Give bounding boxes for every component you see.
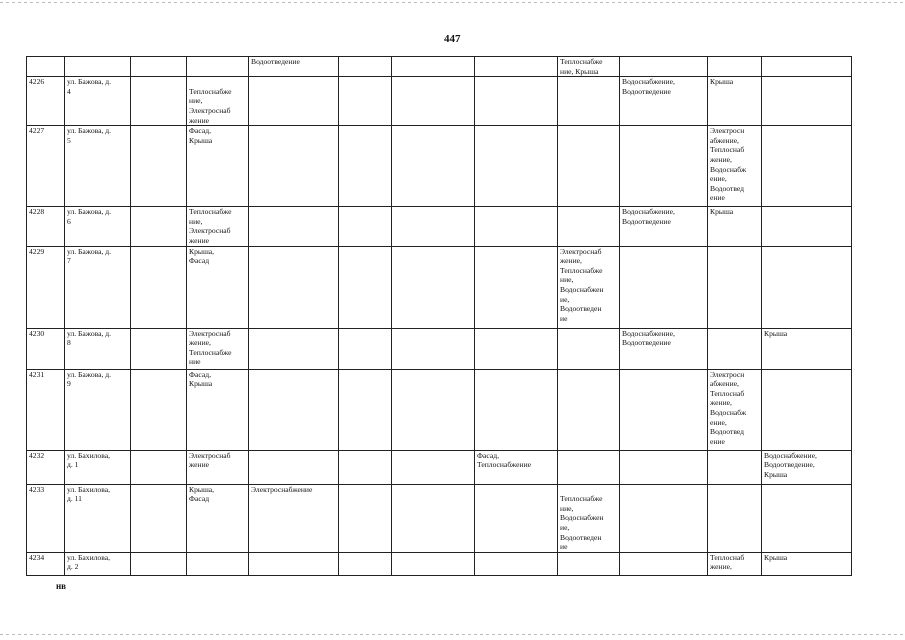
col-6-cell [475,484,558,552]
row-number: 4232 [27,450,65,484]
table-row [27,207,852,246]
col-10-cell [762,207,852,246]
col-10-cell [762,484,852,552]
col-8-cell [620,450,708,484]
col-10-cell: Водоснабжение, Водоотведение, Крыша [762,450,852,484]
col-10-cell [762,57,852,77]
table-row [27,450,852,484]
col-6-cell [475,207,558,246]
col-5-cell [392,552,475,575]
col-10-cell: Крыша [762,552,852,575]
col-10-cell [762,369,852,450]
col-6-cell [475,552,558,575]
col-1-cell [131,450,187,484]
table-row [27,552,852,575]
col-4-cell [339,328,392,369]
col-3-cell [249,328,339,369]
col-7-cell [558,207,620,246]
col-6-cell [475,246,558,328]
col-4-cell [339,207,392,246]
col-8-cell [620,246,708,328]
col-2-cell [187,552,249,575]
address-cell: ул. Бажова, д. 9 [65,369,131,450]
col-9-cell: Крыша [708,207,762,246]
address-cell: ул. Бахилова, д. 1 [65,450,131,484]
col-9-cell [708,450,762,484]
col-1-cell [131,246,187,328]
col-7-cell: Электроснаб жение, Теплоснабже ние, Водоснабжен ие, Водоотведен ие [558,246,620,328]
scan-edge-bottom [0,634,905,635]
address-cell: ул. Бажова, д. 6 [65,207,131,246]
row-number: 4233 [27,484,65,552]
address-cell [65,57,131,77]
col-9-cell: Теплоснаб жение, [708,552,762,575]
col-9-cell: Крыша [708,77,762,126]
col-2-cell: Фасад, Крыша [187,126,249,207]
col-1-cell [131,552,187,575]
col-3-cell [249,552,339,575]
col-5-cell [392,57,475,77]
col-3-cell [249,246,339,328]
col-10-cell [762,246,852,328]
col-9-cell [708,246,762,328]
col-1-cell [131,369,187,450]
col-2-cell: Крыша, Фасад [187,246,249,328]
row-number: 4230 [27,328,65,369]
col-5-cell [392,77,475,126]
col-1-cell [131,328,187,369]
col-6-cell [475,57,558,77]
col-2-cell: Фасад, Крыша [187,369,249,450]
col-1-cell [131,57,187,77]
col-6-cell [475,328,558,369]
col-1-cell [131,77,187,126]
col-4-cell [339,126,392,207]
address-cell: ул. Бахилова, д. 11 [65,484,131,552]
page-number: 447 [444,33,461,45]
row-number: 4234 [27,552,65,575]
table-row [27,126,852,207]
scan-edge-top [0,2,905,3]
row-number: 4229 [27,246,65,328]
col-6-cell [475,369,558,450]
col-7-cell [558,77,620,126]
col-7-cell [558,369,620,450]
col-1-cell [131,126,187,207]
col-6-cell [475,77,558,126]
col-9-cell [708,484,762,552]
col-5-cell [392,450,475,484]
col-3-cell: Водоотведение [249,57,339,77]
col-2-cell: Электроснаб жение, Теплоснабже ние [187,328,249,369]
col-7-cell: Теплоснабже ние, Крыша [558,57,620,77]
col-4-cell [339,369,392,450]
col-5-cell [392,484,475,552]
col-3-cell [249,126,339,207]
col-10-cell: Крыша [762,328,852,369]
col-5-cell [392,207,475,246]
col-10-cell [762,77,852,126]
row-number: 4228 [27,207,65,246]
col-4-cell [339,552,392,575]
col-8-cell [620,126,708,207]
row-number: 4226 [27,77,65,126]
col-1-cell [131,207,187,246]
table-row [27,246,852,328]
col-2-cell: Электроснаб жение [187,450,249,484]
col-8-cell: Водоснабжение, Водоотведение [620,77,708,126]
col-7-cell: Теплоснабже ние, Водоснабжен ие, Водоотведен ие [558,484,620,552]
col-5-cell [392,246,475,328]
col-4-cell [339,484,392,552]
row-number: 4227 [27,126,65,207]
col-3-cell [249,450,339,484]
col-10-cell [762,126,852,207]
address-cell: ул. Бажова, д. 7 [65,246,131,328]
col-9-cell [708,57,762,77]
col-3-cell [249,77,339,126]
col-7-cell [558,552,620,575]
housing-repair-table [26,56,852,576]
col-9-cell [708,328,762,369]
col-2-cell: Теплоснабже ние, Электроснаб жение [187,77,249,126]
col-1-cell [131,484,187,552]
address-cell: ул. Бажова, д. 8 [65,328,131,369]
col-7-cell [558,126,620,207]
col-8-cell [620,484,708,552]
row-number [27,57,65,77]
col-4-cell [339,246,392,328]
footer-mark: нв [56,581,67,591]
col-8-cell: Водоснабжение, Водоотведение [620,328,708,369]
col-4-cell [339,450,392,484]
col-4-cell [339,77,392,126]
col-6-cell: Фасад, Теплоснабжение [475,450,558,484]
address-cell: ул. Бахилова, д. 2 [65,552,131,575]
table-row [27,369,852,450]
col-7-cell [558,328,620,369]
col-8-cell [620,369,708,450]
col-5-cell [392,126,475,207]
col-8-cell: Водоснабжение, Водоотведение [620,207,708,246]
col-3-cell [249,369,339,450]
col-4-cell [339,57,392,77]
col-3-cell [249,207,339,246]
col-2-cell: Теплоснабже ние, Электроснаб жение [187,207,249,246]
col-7-cell [558,450,620,484]
col-8-cell [620,57,708,77]
col-5-cell [392,369,475,450]
col-8-cell [620,552,708,575]
table-row [27,484,852,552]
col-5-cell [392,328,475,369]
table-row [27,77,852,126]
table-row [27,328,852,369]
col-6-cell [475,126,558,207]
address-cell: ул. Бажова, д. 5 [65,126,131,207]
col-3-cell: Электроснабжение [249,484,339,552]
col-9-cell: Электросн абжение, Теплоснаб жение, Водоснабж ение, Водоотвед ение [708,369,762,450]
col-2-cell [187,57,249,77]
address-cell: ул. Бажова, д. 4 [65,77,131,126]
col-9-cell: Электросн абжение, Теплоснаб жение, Водоснабж ение, Водоотвед ение [708,126,762,207]
table-row [27,57,852,77]
row-number: 4231 [27,369,65,450]
col-2-cell: Крыша, Фасад [187,484,249,552]
